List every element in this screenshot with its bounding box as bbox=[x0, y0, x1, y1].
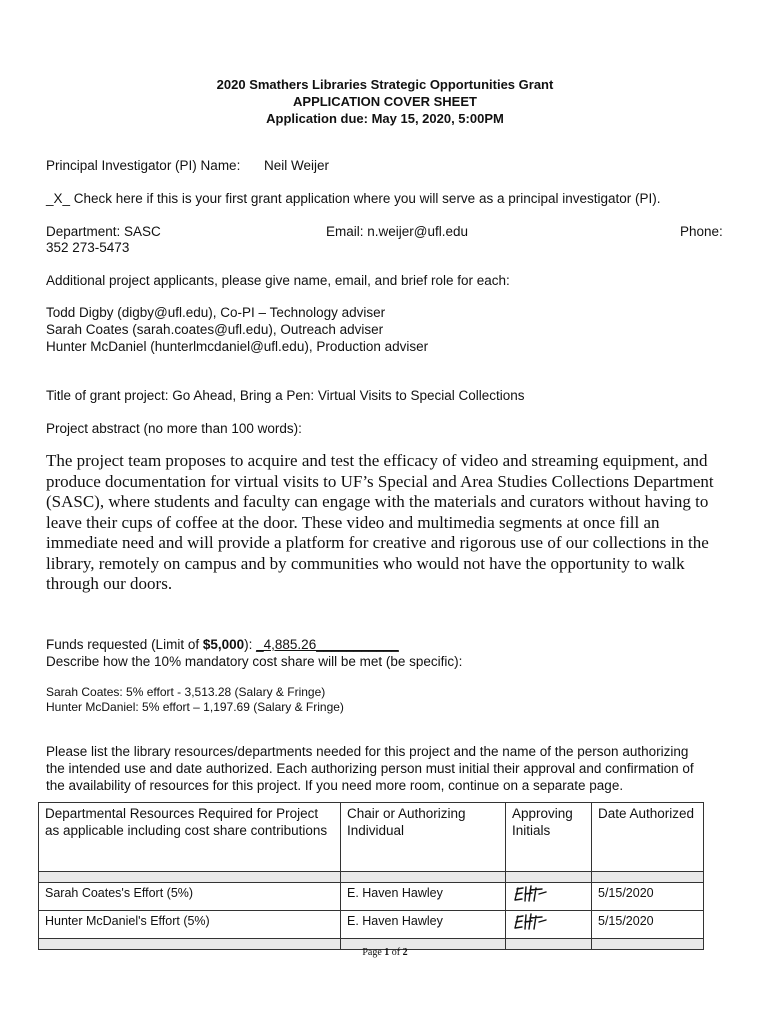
phone-value: 352 273-5473 bbox=[46, 240, 130, 255]
phone-label: Phone: bbox=[680, 224, 723, 239]
row-resource: Hunter McDaniel's Effort (5%) bbox=[39, 911, 341, 939]
abstract-line: immediate need and will provide a platform for creative and rigorous use of our collections in the bbox=[46, 533, 709, 552]
resources-instructions-2: the intended use and date authorized. Each authorizing person must initial their approval and confirmation of bbox=[46, 761, 694, 776]
table-row bbox=[39, 883, 704, 911]
row-chair: E. Haven Hawley bbox=[341, 911, 506, 939]
additional-applicants-prompt: Additional project applicants, please give name, email, and brief role for each: bbox=[46, 273, 510, 288]
due-date-heading: Application due: May 15, 2020, 5:00PM bbox=[266, 111, 504, 126]
cost-share-prompt: Describe how the 10% mandatory cost share will be met (be specific): bbox=[46, 654, 463, 669]
grant-title: 2020 Smathers Libraries Strategic Opportunities Grant bbox=[216, 77, 554, 92]
header-initials: Approving Initials bbox=[506, 803, 592, 872]
abstract-line: library, remotely on campus and by communities who would not have the opportunity to walk bbox=[46, 553, 685, 573]
applicant-3: Hunter McDaniel (hunterlmcdaniel@ufl.edu), Production adviser bbox=[46, 339, 429, 354]
page-number bbox=[0, 947, 770, 958]
initials-signature-icon bbox=[512, 885, 552, 903]
funds-label-post: ): bbox=[244, 637, 253, 652]
abstract-label: Project abstract (no more than 100 words): bbox=[46, 421, 302, 436]
department: Department: SASC bbox=[46, 224, 161, 239]
table-row bbox=[39, 911, 704, 939]
applicant-1: Todd Digby (digby@ufl.edu), Co-PI – Technology adviser bbox=[46, 305, 386, 320]
abstract-line: The project team proposes to acquire and test the efficacy of video and streaming equipment, and bbox=[46, 451, 708, 470]
pi-name: Neil Weijer bbox=[264, 158, 330, 173]
funds-amount: _4,885.26___________ bbox=[256, 637, 399, 652]
header-chair: Chair or Authorizing Individual bbox=[341, 803, 506, 872]
header-date: Date Authorized bbox=[592, 803, 704, 872]
row-initials bbox=[506, 883, 592, 911]
spacer-cell bbox=[341, 872, 506, 883]
cost-share-line-1: Sarah Coates: 5% effort - 3,513.28 (Salary & Fringe) bbox=[46, 685, 326, 699]
page-total: 2 bbox=[402, 947, 408, 958]
resources-instructions-3: the availability of resources for this project. If you need more room, continue on a separate page. bbox=[46, 778, 624, 793]
abstract-line: through our doors. bbox=[46, 574, 173, 593]
abstract-line: (SASC), where students and faculty can engage with the materials and curators without having to bbox=[46, 492, 709, 511]
project-abstract bbox=[46, 451, 726, 595]
row-date: 5/15/2020 bbox=[592, 911, 704, 939]
table-header-row bbox=[39, 803, 704, 872]
table-spacer-row bbox=[39, 872, 704, 883]
project-title: Title of grant project: Go Ahead, Bring a Pen: Virtual Visits to Special Collections bbox=[46, 388, 525, 403]
funds-label-pre: Funds requested (Limit of bbox=[46, 637, 203, 652]
header-resources: Departmental Resources Required for Project as applicable including cost share contributions bbox=[39, 803, 341, 872]
cover-sheet-heading: APPLICATION COVER SHEET bbox=[293, 94, 477, 109]
page-current: 1 bbox=[384, 947, 390, 958]
first-grant-check: _X_ Check here if this is your first grant application where you will serve as a principal investigator (PI). bbox=[46, 191, 661, 206]
spacer-cell bbox=[592, 872, 704, 883]
cost-share-line-2: Hunter McDaniel: 5% effort – 1,197.69 (Salary & Fringe) bbox=[46, 700, 344, 714]
email: Email: n.weijer@ufl.edu bbox=[326, 224, 469, 239]
abstract-line: produce documentation for virtual visits to UF’s Special and Area Studies Collections Department bbox=[46, 471, 714, 491]
page-of: of bbox=[389, 947, 403, 958]
abstract-line: leave their cups of coffee at the door. These video and multimedia segments at once fill an bbox=[46, 512, 660, 532]
initials-signature-icon bbox=[512, 913, 552, 931]
row-date: 5/15/2020 bbox=[592, 883, 704, 911]
pi-label: Principal Investigator (PI) Name: bbox=[46, 158, 241, 173]
funds-limit: $5,000 bbox=[202, 637, 245, 652]
funds-requested bbox=[46, 637, 399, 652]
spacer-cell bbox=[506, 872, 592, 883]
page-prefix: Page bbox=[362, 947, 385, 958]
row-chair: E. Haven Hawley bbox=[341, 883, 506, 911]
row-resource: Sarah Coates's Effort (5%) bbox=[39, 883, 341, 911]
applicant-2: Sarah Coates (sarah.coates@ufl.edu), Outreach adviser bbox=[46, 322, 384, 337]
row-initials bbox=[506, 911, 592, 939]
resources-table bbox=[38, 802, 704, 950]
spacer-cell bbox=[39, 872, 341, 883]
resources-instructions-1: Please list the library resources/departments needed for this project and the name of the person authorizing bbox=[46, 744, 689, 759]
